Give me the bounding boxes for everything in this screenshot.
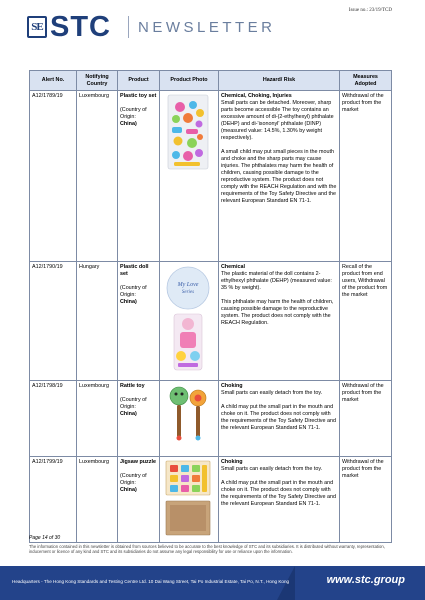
newsletter-title: NEWSLETTER bbox=[138, 19, 276, 36]
measures-adopted: Recall of the product from end users, Withdrawal of the product from the market bbox=[340, 262, 392, 381]
hazard-title: Chemical bbox=[221, 264, 245, 270]
origin-country: China) bbox=[120, 487, 137, 493]
disclaimer-text: The information contained in this newsletter is obtained from sources believed to be accurate to the best knowledge of STC and its subsidiaries. It is distributed without warranty, representation, inducement or licence of any kind and STC and its subsidiaries do not assume any legal responsibility for use or reliance upon the information. bbox=[29, 544, 385, 555]
hazard-description: Small parts can easily detach from the toy. bbox=[221, 466, 323, 472]
hazard-risk: A child may put the small part in the mouth and choke on it. The product does not comply with the requirements of the Toy Safety Directive and the relevant European Standard EN 71-1. bbox=[221, 480, 336, 507]
product-photo bbox=[160, 262, 219, 381]
footer-note bbox=[29, 535, 399, 554]
col-header-hazard: Hazard/ Risk bbox=[219, 71, 340, 91]
origin-country: China) bbox=[120, 121, 137, 127]
col-header-country: Notifying Country bbox=[77, 71, 118, 91]
product-name: Jigsaw puzzle bbox=[120, 459, 156, 465]
alert-number: A12/1798/19 bbox=[30, 381, 77, 457]
hazard-cell bbox=[219, 262, 340, 381]
measures-adopted: Withdrawal of the product from the market bbox=[340, 457, 392, 543]
product-cell bbox=[118, 381, 160, 457]
notifying-country: Luxembourg bbox=[77, 381, 118, 457]
alert-number: A12/1789/19 bbox=[30, 91, 77, 262]
footer-bar bbox=[0, 566, 425, 600]
table-header-row bbox=[30, 71, 392, 91]
table-row bbox=[30, 457, 392, 543]
table-row bbox=[30, 381, 392, 457]
table-row bbox=[30, 91, 392, 262]
hazard-risk: A small child may put small pieces in the mouth and choke and the sharp parts may cause injuries. The phthalates may harm the health of children, causing possible damage to the reproductive system. The product does not comply with the REACH Regulation and with the requirements of the Toy Safety Directive and the relevant European Standard EN 71-1. bbox=[221, 149, 337, 204]
measures-adopted: Withdrawal of the product from the market bbox=[340, 381, 392, 457]
origin-country: China) bbox=[120, 299, 137, 305]
table-row bbox=[30, 262, 392, 381]
product-cell bbox=[118, 262, 160, 381]
hazard-cell bbox=[219, 91, 340, 262]
col-header-photo: Product Photo bbox=[160, 71, 219, 91]
product-photo bbox=[160, 91, 219, 262]
col-header-measures: Measures Adopted bbox=[340, 71, 392, 91]
origin-country: China) bbox=[120, 411, 137, 417]
svg-text:My Love: My Love bbox=[177, 282, 199, 288]
hazard-title: Choking bbox=[221, 383, 243, 389]
headquarters-address: Headquarters - The Hong Kong Standards and Testing Centre Ltd. 10 Dai Wang Street, Tai Po Industrial Estate, Tai Po, N.T., Hong Kong bbox=[12, 579, 290, 584]
alert-number: A12/1799/19 bbox=[30, 457, 77, 543]
hazard-title: Chemical, Choking, Injuries bbox=[221, 93, 292, 99]
hazard-risk: A child may put the small part in the mouth and choke on it. The product does not comply with the requirements of the Toy Safety Directive and the relevant European Standard EN 71-1. bbox=[221, 404, 336, 431]
col-header-alert-no: Alert No. bbox=[30, 71, 77, 91]
hazard-description: The plastic material of the doll contains 2-ethylhexyl phthalate (DEHP) (measured value: 35 % by weight). bbox=[221, 271, 332, 291]
product-cell bbox=[118, 457, 160, 543]
page-header bbox=[0, 0, 425, 50]
rattle-toy-image bbox=[162, 383, 214, 443]
page-number: Page 14 of 30 bbox=[29, 535, 61, 541]
col-header-product: Product bbox=[118, 71, 160, 91]
issue-number: Issue no.: 23/19/TCD bbox=[348, 8, 392, 13]
product-cell bbox=[118, 91, 160, 262]
plastic-toy-set-image bbox=[162, 93, 214, 171]
notifying-country: Luxembourg bbox=[77, 457, 118, 543]
measures-adopted: Withdrawal of the product from the market bbox=[340, 91, 392, 262]
alerts-table bbox=[29, 70, 392, 543]
origin-label: (Country of Origin: bbox=[120, 473, 147, 486]
hazard-description: Small parts can be detached. Moreover, sharp parts become accessible The toy contains an excessive amount of di-(2-ethylhexyl) phthalate (DEHP) and di-'isononyl' phthalate (DINP) (measured value: 14.5%, 1.30% by weight respectively). bbox=[221, 100, 334, 141]
hazard-title: Choking bbox=[221, 459, 243, 465]
hazard-risk: This phthalate may harm the health of children, causing possible damage to the reproductive system. The product does not comply with the REACH Regulation. bbox=[221, 299, 334, 326]
origin-label: (Country of Origin: bbox=[120, 107, 147, 120]
notifying-country: Luxembourg bbox=[77, 91, 118, 262]
svg-text:Series: Series bbox=[181, 290, 195, 295]
product-photo bbox=[160, 457, 219, 543]
product-name: Plastic toy set bbox=[120, 93, 157, 99]
origin-label: (Country of Origin: bbox=[120, 285, 147, 298]
website-link[interactable]: www.stc.group bbox=[326, 574, 405, 586]
hazard-description: Small parts can easily detach from the toy. bbox=[221, 390, 323, 396]
product-photo bbox=[160, 381, 219, 457]
stc-logo-icon: SE bbox=[27, 16, 47, 38]
product-name: Plastic doll set bbox=[120, 264, 149, 277]
notifying-country: Hungary bbox=[77, 262, 118, 381]
brand-name: STC bbox=[50, 11, 111, 43]
product-name: Rattle toy bbox=[120, 383, 145, 389]
plastic-doll-set-image bbox=[162, 264, 214, 374]
jigsaw-puzzle-image bbox=[162, 459, 214, 537]
header-divider bbox=[128, 16, 129, 38]
hazard-cell bbox=[219, 457, 340, 543]
origin-label: (Country of Origin: bbox=[120, 397, 147, 410]
hazard-cell bbox=[219, 381, 340, 457]
alert-number: A12/1790/19 bbox=[30, 262, 77, 381]
